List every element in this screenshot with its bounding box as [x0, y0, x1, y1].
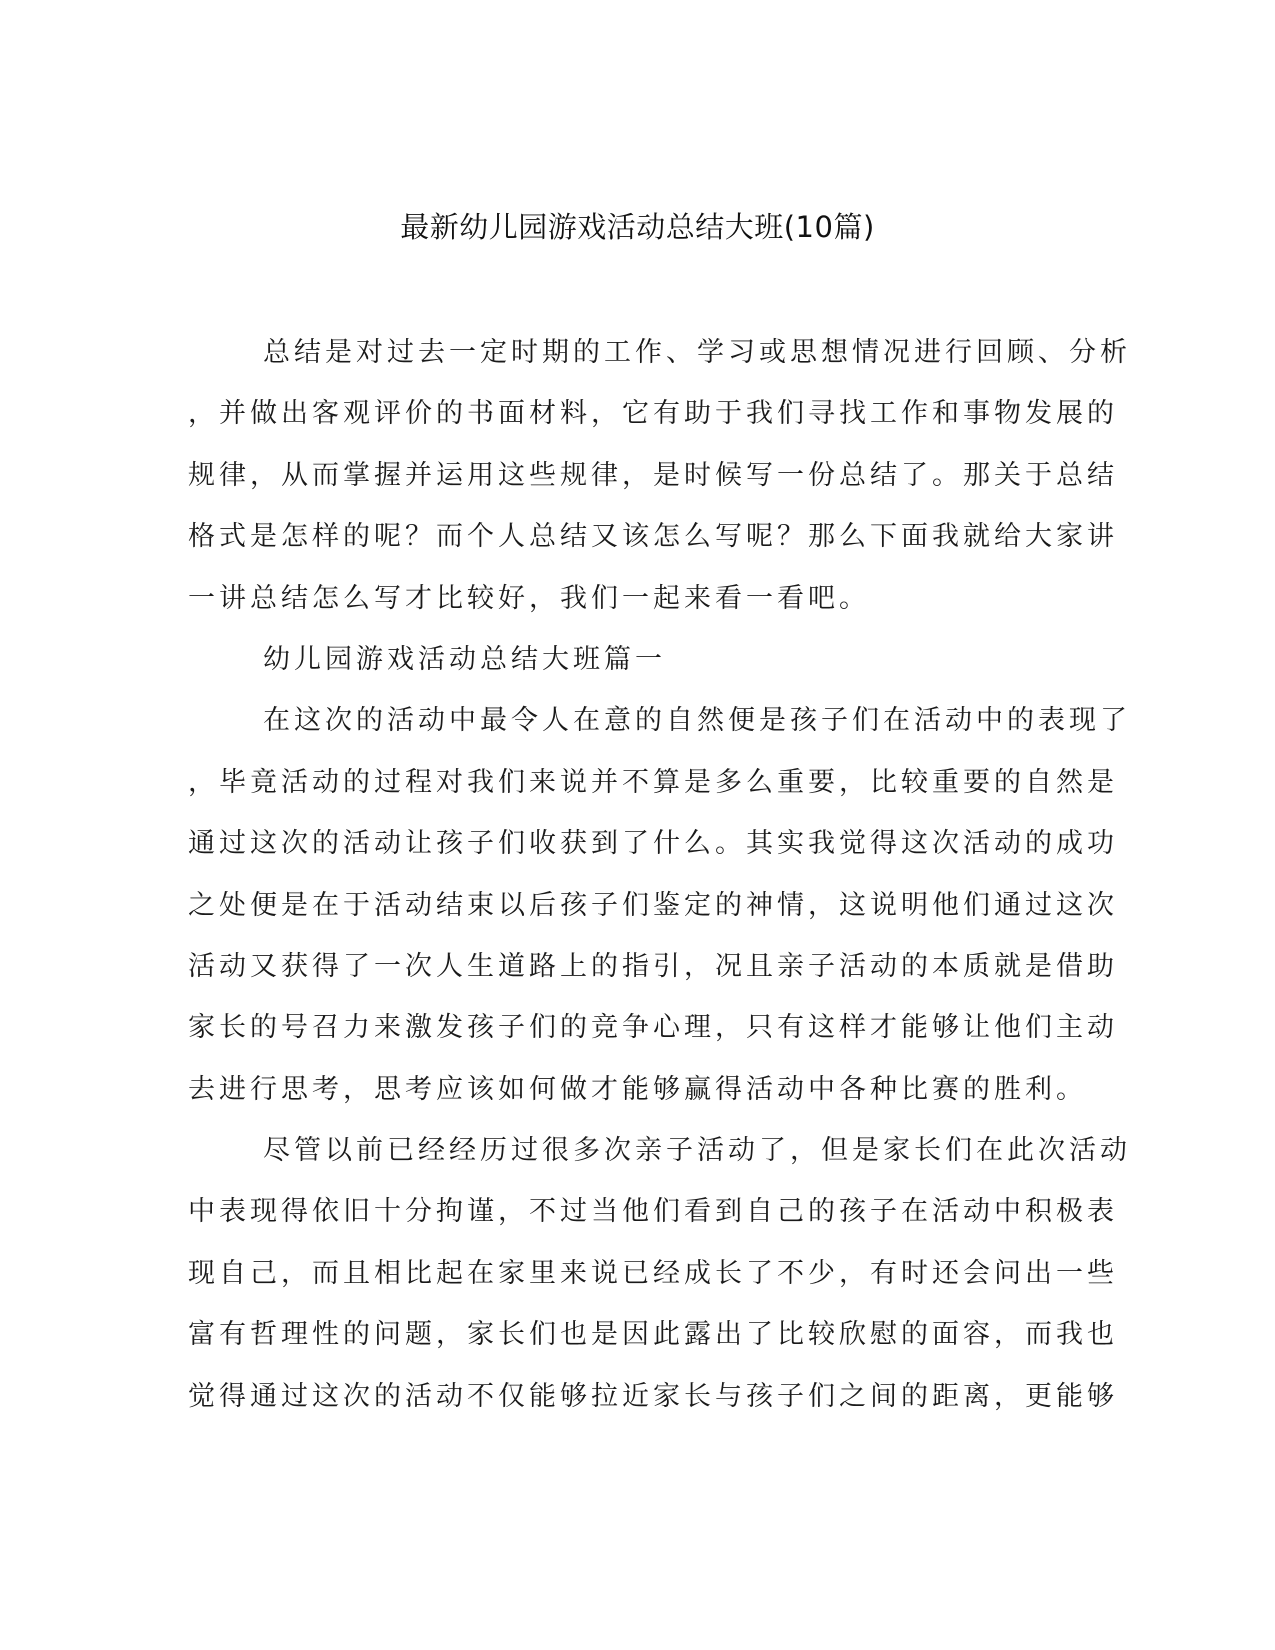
paragraph-line: 富有哲理性的问题，家长们也是因此露出了比较欣慰的面容，而我也	[188, 1319, 1118, 1351]
paragraph-line: 尽管以前已经经历过很多次亲子活动了，但是家长们在此次活动	[263, 1135, 1131, 1167]
document-body	[188, 333, 1131, 1438]
paragraph-line: 总结是对过去一定时期的工作、学习或思想情况进行回顾、分析	[263, 337, 1131, 368]
paragraph-line: 觉得通过这次的活动不仅能够拉近家长与孩子们之间的距离，更能够	[188, 1380, 1118, 1412]
paragraph-line: ，并做出客观评价的书面材料，它有助于我们寻找工作和事物发展的	[188, 398, 1118, 430]
paragraph-line: 一讲总结怎么写才比较好，我们一起来看一看吧。	[188, 582, 870, 614]
paragraph-line: 格式是怎样的呢？而个人总结又该怎么写呢？那么下面我就给大家讲	[188, 521, 1118, 553]
paragraph-line: 中表现得依旧十分拘谨，不过当他们看到自己的孩子在活动中积极表	[188, 1196, 1118, 1228]
paragraph-line: 规律，从而掌握并运用这些规律，是时候写一份总结了。那关于总结	[188, 459, 1118, 491]
section-heading: 幼儿园游戏活动总结大班篇一	[263, 643, 666, 675]
paragraph-line: 在这次的活动中最令人在意的自然便是孩子们在活动中的表现了	[263, 705, 1131, 737]
paragraph-line: 之处便是在于活动结束以后孩子们鉴定的神情，这说明他们通过这次	[188, 889, 1118, 921]
document-title: 最新幼儿园游戏活动总结大班(10篇)	[400, 210, 875, 244]
paragraph-line: ，毕竟活动的过程对我们来说并不算是多么重要，比较重要的自然是	[188, 766, 1118, 798]
paragraph-line: 去进行思考，思考应该如何做才能够赢得活动中各种比赛的胜利。	[188, 1073, 1087, 1105]
paragraph-line: 现自己，而且相比起在家里来说已经成长了不少，有时还会问出一些	[188, 1257, 1118, 1289]
paragraph-line: 通过这次的活动让孩子们收获到了什么。其实我觉得这次活动的成功	[188, 828, 1118, 860]
paragraph-line: 活动又获得了一次人生道路上的指引，况且亲子活动的本质就是借助	[188, 950, 1118, 982]
paragraph-line: 家长的号召力来激发孩子们的竞争心理，只有这样才能够让他们主动	[188, 1012, 1118, 1044]
